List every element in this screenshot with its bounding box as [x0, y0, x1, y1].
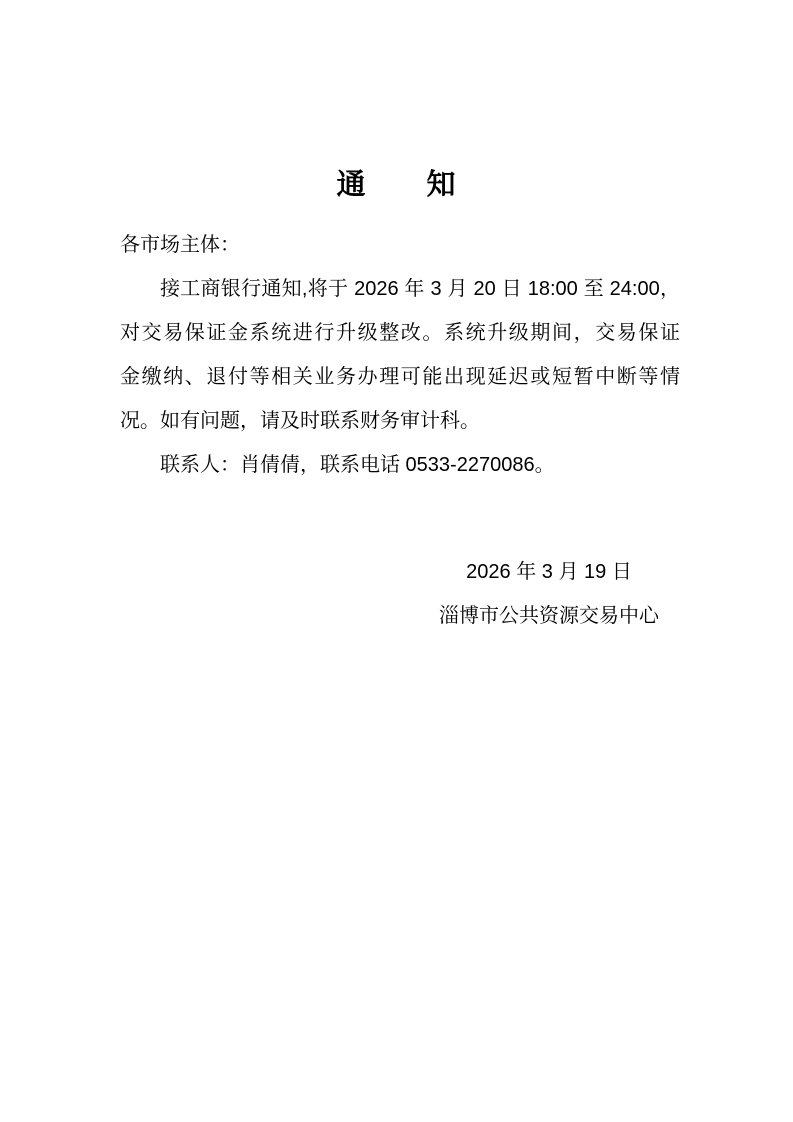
notice-title: 通 知	[336, 169, 457, 201]
closing-block	[439, 550, 659, 638]
closing-date: 2026 年 3 月 19 日	[466, 561, 632, 583]
closing-signer: 淄博市公共资源交易中心	[439, 605, 659, 627]
body-line: 接工商银行通知,将于 2026 年 3 月 20 日 18:00 至 24:00，	[160, 278, 680, 300]
contact-line: 联系人：肖倩倩，联系电话 0533-2270086。	[160, 454, 555, 476]
salutation: 各市场主体：	[120, 234, 240, 256]
body-line: 况。如有问题，请及时联系财务审计科。	[120, 410, 480, 432]
body-line: 对交易保证金系统进行升级整改。系统升级期间，交易保证	[120, 322, 680, 344]
body-line: 金缴纳、退付等相关业务办理可能出现延迟或短暂中断等情	[120, 366, 680, 388]
notice-body	[120, 223, 680, 487]
